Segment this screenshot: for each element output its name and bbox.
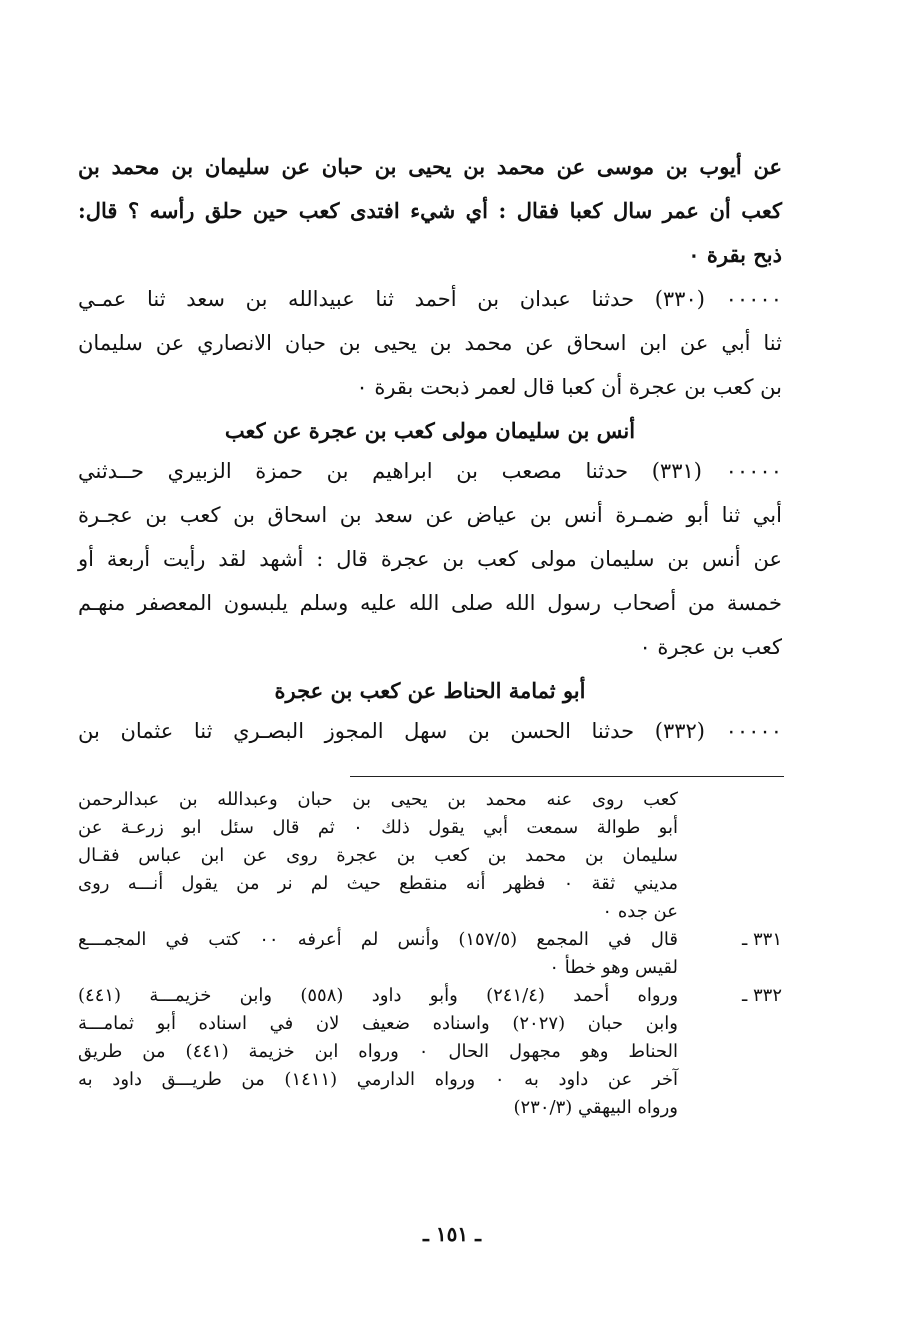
footnote-line: قال في المجمع (١٥٧/٥) وأنس لم أعرفه ٠٠ كتب في المجمـــع <box>78 929 678 950</box>
footnote <box>78 786 782 926</box>
footnote-line: كعب روى عنه محمد بن يحيى بن حبان وعبدالله بن عبدالرحمن <box>78 789 678 810</box>
footnote-line: عن جده ٠ <box>602 901 678 922</box>
footnote <box>78 982 782 1122</box>
footnote-number <box>678 786 782 926</box>
footnote-line: وابن حبان (٢٠٢٧) واسناده ضعيف لان في اسناده أبو ثمامـــة <box>78 1013 678 1034</box>
footnote-line: الحناط وهو مجهول الحال ٠ ورواه ابن خزيمة (٤٤١) من طريق <box>78 1041 679 1062</box>
text-line: بن كعب بن عجرة أن كعبا قال لعمر ذبحت بقرة ٠ <box>356 375 782 399</box>
text-line: ٠٠٠٠٠ (٣٣٠) حدثنا عبدان بن أحمد ثنا عبيدالله بن سعد ثنا عمـي <box>78 287 782 311</box>
text-line: خمسة من أصحاب رسول الله صلى الله عليه وسلم يلبسون المعصفر منهـم <box>78 591 782 615</box>
text-line: كعب أن عمر سال كعبا فقال : أي شيء افتدى كعب حين حلق رأسه ؟ قال: <box>78 198 782 223</box>
footnote-body <box>78 926 678 982</box>
footnote-number: ٣٣٢ ـ <box>741 985 782 1006</box>
footnote-body <box>78 786 678 926</box>
text-line: ٠٠٠٠٠ (٣٣١) حدثنا مصعب بن ابراهيم بن حمزة الزبيري حــدثني <box>78 459 782 483</box>
text-line: عن أيوب بن موسى عن محمد بن يحيى بن حبان عن سليمان بن محمد بن <box>78 154 782 179</box>
footnote-line: ورواه أحمد (٢٤١/٤) وأبو داود (٥٥٨) وابن خزيمـــة (٤٤١) <box>78 985 679 1006</box>
footnote-line: مديني ثقة ٠ فظهر أنه منقطع حيث لم نر من يقول أنـــه روى <box>78 873 679 894</box>
footnote-line: أبو طوالة سمعت أبي يقول ذلك ٠ ثم قال سئل ابو زرعـة عن <box>78 817 678 838</box>
text-line: كعب بن عجرة ٠ <box>639 635 782 659</box>
text-line: ثنا أبي عن ابن اسحاق عن محمد بن يحيى بن حبان الانصاري عن سليمان <box>78 331 782 355</box>
footnotes <box>78 786 782 1122</box>
footnote-body <box>78 982 678 1122</box>
page-number: ـ ١٥١ ـ <box>423 1222 481 1246</box>
footnote-line: آخر عن داود به ٠ ورواه الدارمي (١٤١١) من طريـــق داود به <box>78 1069 678 1090</box>
section-heading: أنس بن سليمان مولى كعب بن عجرة عن كعب <box>224 418 636 443</box>
footnote-line: ورواه البيهقي (٢٣٠/٣) <box>513 1097 678 1118</box>
footnote-separator <box>350 776 784 777</box>
section-heading: أبو ثمامة الحناط عن كعب بن عجرة <box>274 678 586 703</box>
main-text <box>78 152 782 760</box>
footnote-line: سليمان بن محمد بن كعب بن عجرة روى عن ابن عباس فقـال <box>78 845 678 866</box>
footnote <box>78 926 782 982</box>
text-line: أبي ثنا أبو ضمـرة أنس بن عياض عن سعد بن اسحاق بن كعب بن عجـرة <box>78 503 782 527</box>
text-line: عن أنس بن سليمان مولى كعب بن عجرة قال : أشهد لقد رأيت أربعة أو <box>78 547 782 571</box>
footnote-number: ٣٣١ ـ <box>741 929 782 950</box>
text-line: ٠٠٠٠٠ (٣٣٢) حدثنا الحسن بن سهل المجوز البصـري ثنا عثمان بن <box>78 719 782 743</box>
text-line: ذبح بقرة ٠ <box>688 242 782 267</box>
footnote-line: لقيس وهو خطأ ٠ <box>549 957 678 978</box>
